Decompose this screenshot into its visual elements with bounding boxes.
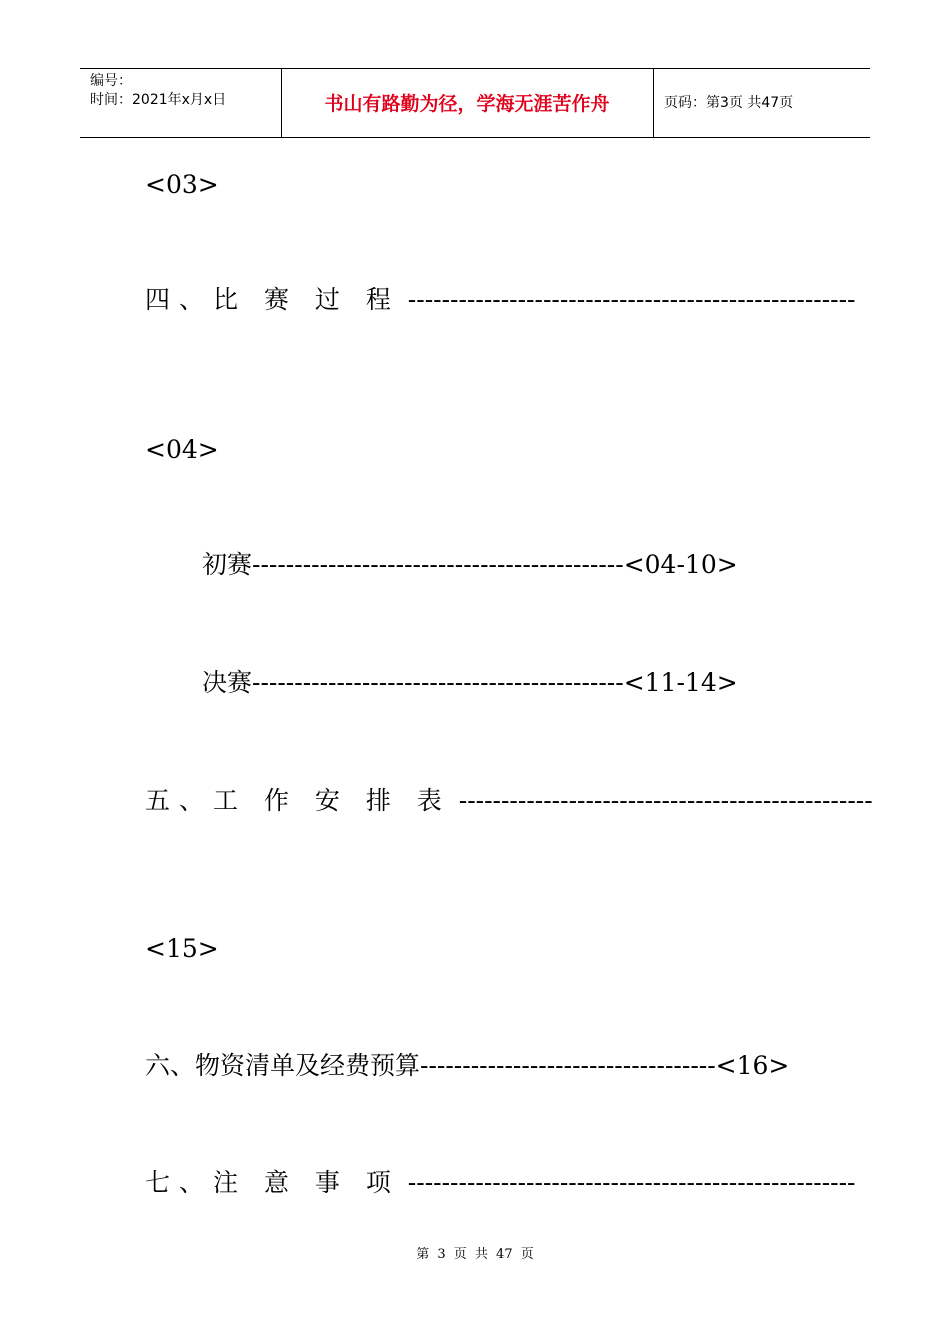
header-page-cell <box>654 69 870 137</box>
page-count-label: 页码：第3页 共47页 <box>664 95 794 111</box>
page-footer: 第 3 页 共 47 页 <box>416 1247 534 1262</box>
toc-section-5-title: 五、工 作 安 排 表 <box>145 786 451 815</box>
toc-section-6-title: 六、物资清单及经费预算 <box>145 1051 421 1080</box>
toc-prelim-pages: <04-10> <box>623 550 738 579</box>
toc-final-pages: <11-14> <box>623 668 738 697</box>
toc-section-6-dashes: ----------------------------------- <box>420 1051 716 1080</box>
toc-section-5-dashes: ------------------------------------------------- <box>458 786 873 815</box>
motto-text: 书山有路勤为径，学海无涯苦作舟 <box>324 93 610 115</box>
toc-section-7-title: 七、注 意 事 项 <box>145 1168 400 1197</box>
toc-section-4-dashes: ----------------------------------------------------- <box>407 285 856 314</box>
toc-section-6 <box>145 1051 789 1081</box>
toc-page-03: <03> <box>145 170 219 199</box>
toc-section-7-dashes: ----------------------------------------------------- <box>407 1168 856 1197</box>
toc-prelim <box>202 550 738 580</box>
toc-final <box>202 668 738 698</box>
date-label: 时间：2021年x月x日 <box>90 92 227 108</box>
toc-section-4-title: 四、比 赛 过 程 <box>145 285 400 314</box>
header-motto-cell <box>281 69 654 137</box>
toc-section-6-pages: <16> <box>715 1051 790 1080</box>
toc-page-04: <04> <box>145 435 219 464</box>
toc-page-15: <15> <box>145 934 219 963</box>
header-meta-cell <box>80 69 282 137</box>
toc-section-7 <box>145 1168 856 1198</box>
toc-final-dashes: -------------------------------------------- <box>252 668 624 697</box>
toc-prelim-dashes: -------------------------------------------- <box>252 550 624 579</box>
toc-section-4 <box>145 285 856 315</box>
toc-section-5 <box>145 786 873 816</box>
number-label: 编号： <box>90 73 132 89</box>
toc-prelim-title: 初赛 <box>202 550 253 579</box>
toc-final-title: 决赛 <box>202 668 253 697</box>
page-header <box>80 68 870 138</box>
